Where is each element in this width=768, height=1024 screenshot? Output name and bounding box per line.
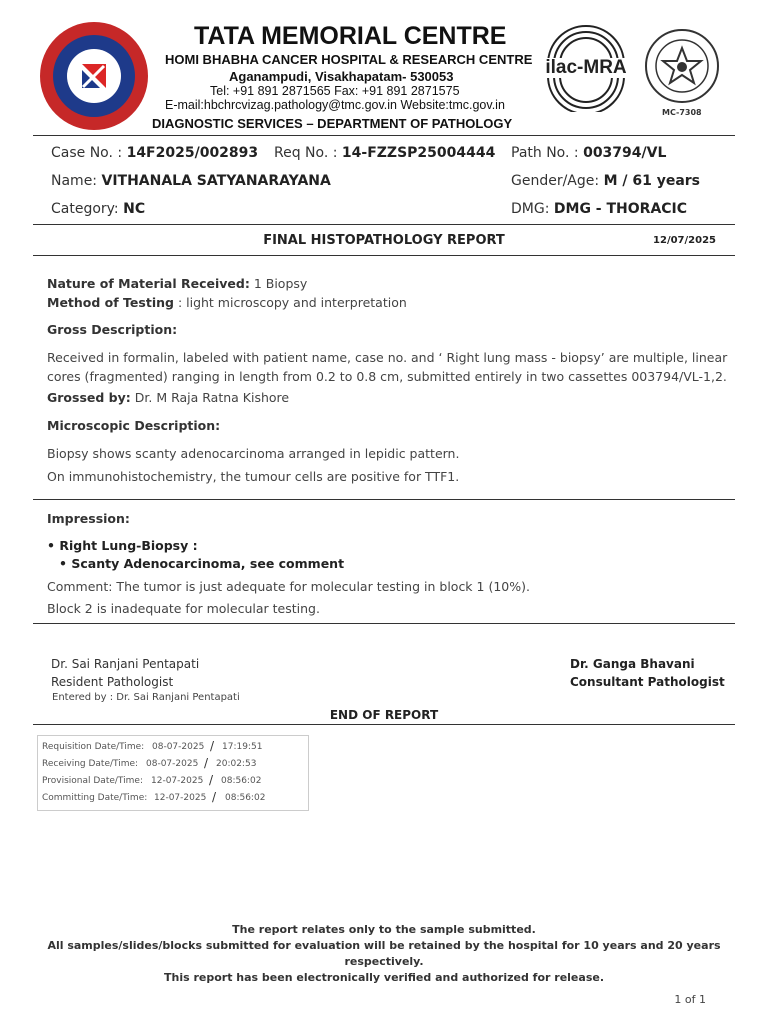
material-value: 1 Biopsy bbox=[253, 276, 308, 291]
timestamp-label: Receiving Date/Time: bbox=[42, 759, 139, 769]
dmg-label: DMG: bbox=[511, 201, 550, 217]
timestamp-separator: / bbox=[212, 790, 217, 804]
resident-role: Resident Pathologist bbox=[51, 675, 174, 689]
name-label: Name: bbox=[51, 173, 98, 189]
timestamp-separator: / bbox=[210, 739, 215, 753]
name-value: VITHANALA SATYANARAYANA bbox=[101, 173, 331, 189]
report-date: 12/07/2025 bbox=[653, 235, 716, 246]
timestamp-date: 08-07-2025 bbox=[146, 759, 199, 769]
institution-title: TATA MEMORIAL CENTRE bbox=[194, 22, 507, 50]
timestamp-date: 08-07-2025 bbox=[152, 742, 205, 752]
timestamp-time: 20:02:53 bbox=[216, 759, 257, 769]
gender-age bbox=[511, 173, 700, 189]
impression-comment: Comment: The tumor is just adequate for molecular testing in block 1 (10%). bbox=[47, 579, 530, 594]
timestamp-label: Committing Date/Time: bbox=[42, 793, 148, 803]
hospital-phone: Tel: +91 891 2871565 Fax: +91 891 2871575 bbox=[210, 84, 460, 98]
hospital-address: Aganampudi, Visakhapatam- 530053 bbox=[229, 69, 454, 84]
category-label: Category: bbox=[51, 201, 119, 217]
microscopic-divider bbox=[33, 499, 735, 500]
signature-divider bbox=[33, 724, 735, 725]
req-value: 14-FZZSP25004444 bbox=[341, 145, 496, 161]
method-label: Method of Testing bbox=[47, 295, 174, 310]
impression-divider bbox=[33, 623, 735, 624]
impression-heading: Impression: bbox=[47, 511, 130, 526]
gender-label: Gender/Age: bbox=[511, 173, 600, 189]
hospital-name: HOMI BHABHA CANCER HOSPITAL & RESEARCH CENTRE bbox=[165, 52, 533, 67]
grossed-by bbox=[47, 390, 289, 405]
gross-description: Received in formalin, labeled with patient name, case no. and ‘ Right lung mass - biopsy’ are multiple, linear cores (fragmented) ranging in length from 0.2 to 0.8 cm, submitted entirely in two cassettes 003794/VL-1,2. bbox=[47, 350, 728, 384]
path-number bbox=[511, 145, 666, 161]
timestamp-date: 12-07-2025 bbox=[154, 793, 207, 803]
resident-name: Dr. Sai Ranjani Pentapati bbox=[51, 657, 200, 671]
dmg-value: DMG - THORACIC bbox=[553, 201, 688, 217]
consultant-role: Consultant Pathologist bbox=[570, 675, 725, 689]
ilac-mra-logo bbox=[538, 24, 634, 112]
timestamp-separator: / bbox=[204, 756, 209, 770]
timestamp-label: Provisional Date/Time: bbox=[42, 776, 143, 786]
page-number: 1 of 1 bbox=[674, 993, 706, 1006]
footer-disclaimer-4: This report has been electronically verified and authorized for release. bbox=[163, 971, 605, 984]
footer-disclaimer-1: The report relates only to the sample submitted. bbox=[232, 923, 536, 936]
consultant-name: Dr. Ganga Bhavani bbox=[570, 657, 695, 671]
timestamp-date: 12-07-2025 bbox=[151, 776, 204, 786]
footer-disclaimer-2: All samples/slides/blocks submitted for evaluation will be retained by the hospital for 10 years and 20 years bbox=[47, 939, 721, 952]
timestamps-box bbox=[37, 735, 309, 811]
case-label: Case No. : bbox=[51, 145, 123, 161]
hbch-logo bbox=[38, 20, 150, 132]
nabl-code: MC-7308 bbox=[662, 108, 702, 117]
impression-bullet: • Right Lung-Biopsy : bbox=[47, 538, 198, 553]
report-title: FINAL HISTOPATHOLOGY REPORT bbox=[263, 233, 505, 248]
grossed-value: Dr. M Raja Ratna Kishore bbox=[134, 390, 290, 405]
end-of-report: END OF REPORT bbox=[329, 708, 439, 722]
method-value: : light microscopy and interpretation bbox=[177, 295, 407, 310]
timestamp-time: 08:56:02 bbox=[221, 776, 262, 786]
dmg bbox=[511, 201, 687, 217]
microscopic-heading: Microscopic Description: bbox=[47, 418, 221, 433]
case-value: 14F2025/002893 bbox=[126, 145, 259, 161]
path-value: 003794/VL bbox=[583, 145, 667, 161]
block2-note: Block 2 is inadequate for molecular testing. bbox=[47, 601, 320, 616]
path-label: Path No. : bbox=[511, 145, 579, 161]
header-divider bbox=[33, 135, 735, 136]
category-value: NC bbox=[123, 201, 146, 217]
timestamp-label: Requisition Date/Time: bbox=[42, 742, 145, 752]
req-label: Req No. : bbox=[274, 145, 338, 161]
patient-category bbox=[51, 201, 145, 217]
hospital-email: E-mail:hbchrcvizag.pathology@tmc.gov.in Website:tmc.gov.in bbox=[165, 98, 505, 112]
footer-disclaimer-3: respectively. bbox=[344, 955, 424, 968]
material-received bbox=[47, 276, 307, 291]
gross-heading: Gross Description: bbox=[47, 322, 178, 337]
timestamp-time: 08:56:02 bbox=[225, 793, 266, 803]
material-label: Nature of Material Received: bbox=[47, 276, 250, 291]
timestamp-time: 17:19:51 bbox=[222, 742, 263, 752]
impression-diagnosis: • Scanty Adenocarcinoma, see comment bbox=[59, 556, 345, 571]
department-name: DIAGNOSTIC SERVICES – DEPARTMENT OF PATHOLOGY bbox=[152, 116, 513, 131]
nabl-seal bbox=[644, 28, 720, 108]
method-of-testing bbox=[47, 295, 407, 310]
microscopic-line-2: On immunohistochemistry, the tumour cells are positive for TTF1. bbox=[47, 469, 460, 484]
grossed-label: Grossed by: bbox=[47, 390, 131, 405]
timestamp-separator: / bbox=[209, 773, 214, 787]
patient-name bbox=[51, 173, 331, 189]
title-divider bbox=[33, 255, 735, 256]
case-number bbox=[51, 145, 258, 161]
ilac-mra-text: ilac-MRA bbox=[540, 58, 632, 78]
entered-by: Entered by : Dr. Sai Ranjani Pentapati bbox=[52, 692, 240, 703]
gender-value: M / 61 years bbox=[603, 173, 701, 189]
info-divider bbox=[33, 224, 735, 225]
request-number bbox=[274, 145, 495, 161]
microscopic-line-1: Biopsy shows scanty adenocarcinoma arranged in lepidic pattern. bbox=[47, 446, 460, 461]
